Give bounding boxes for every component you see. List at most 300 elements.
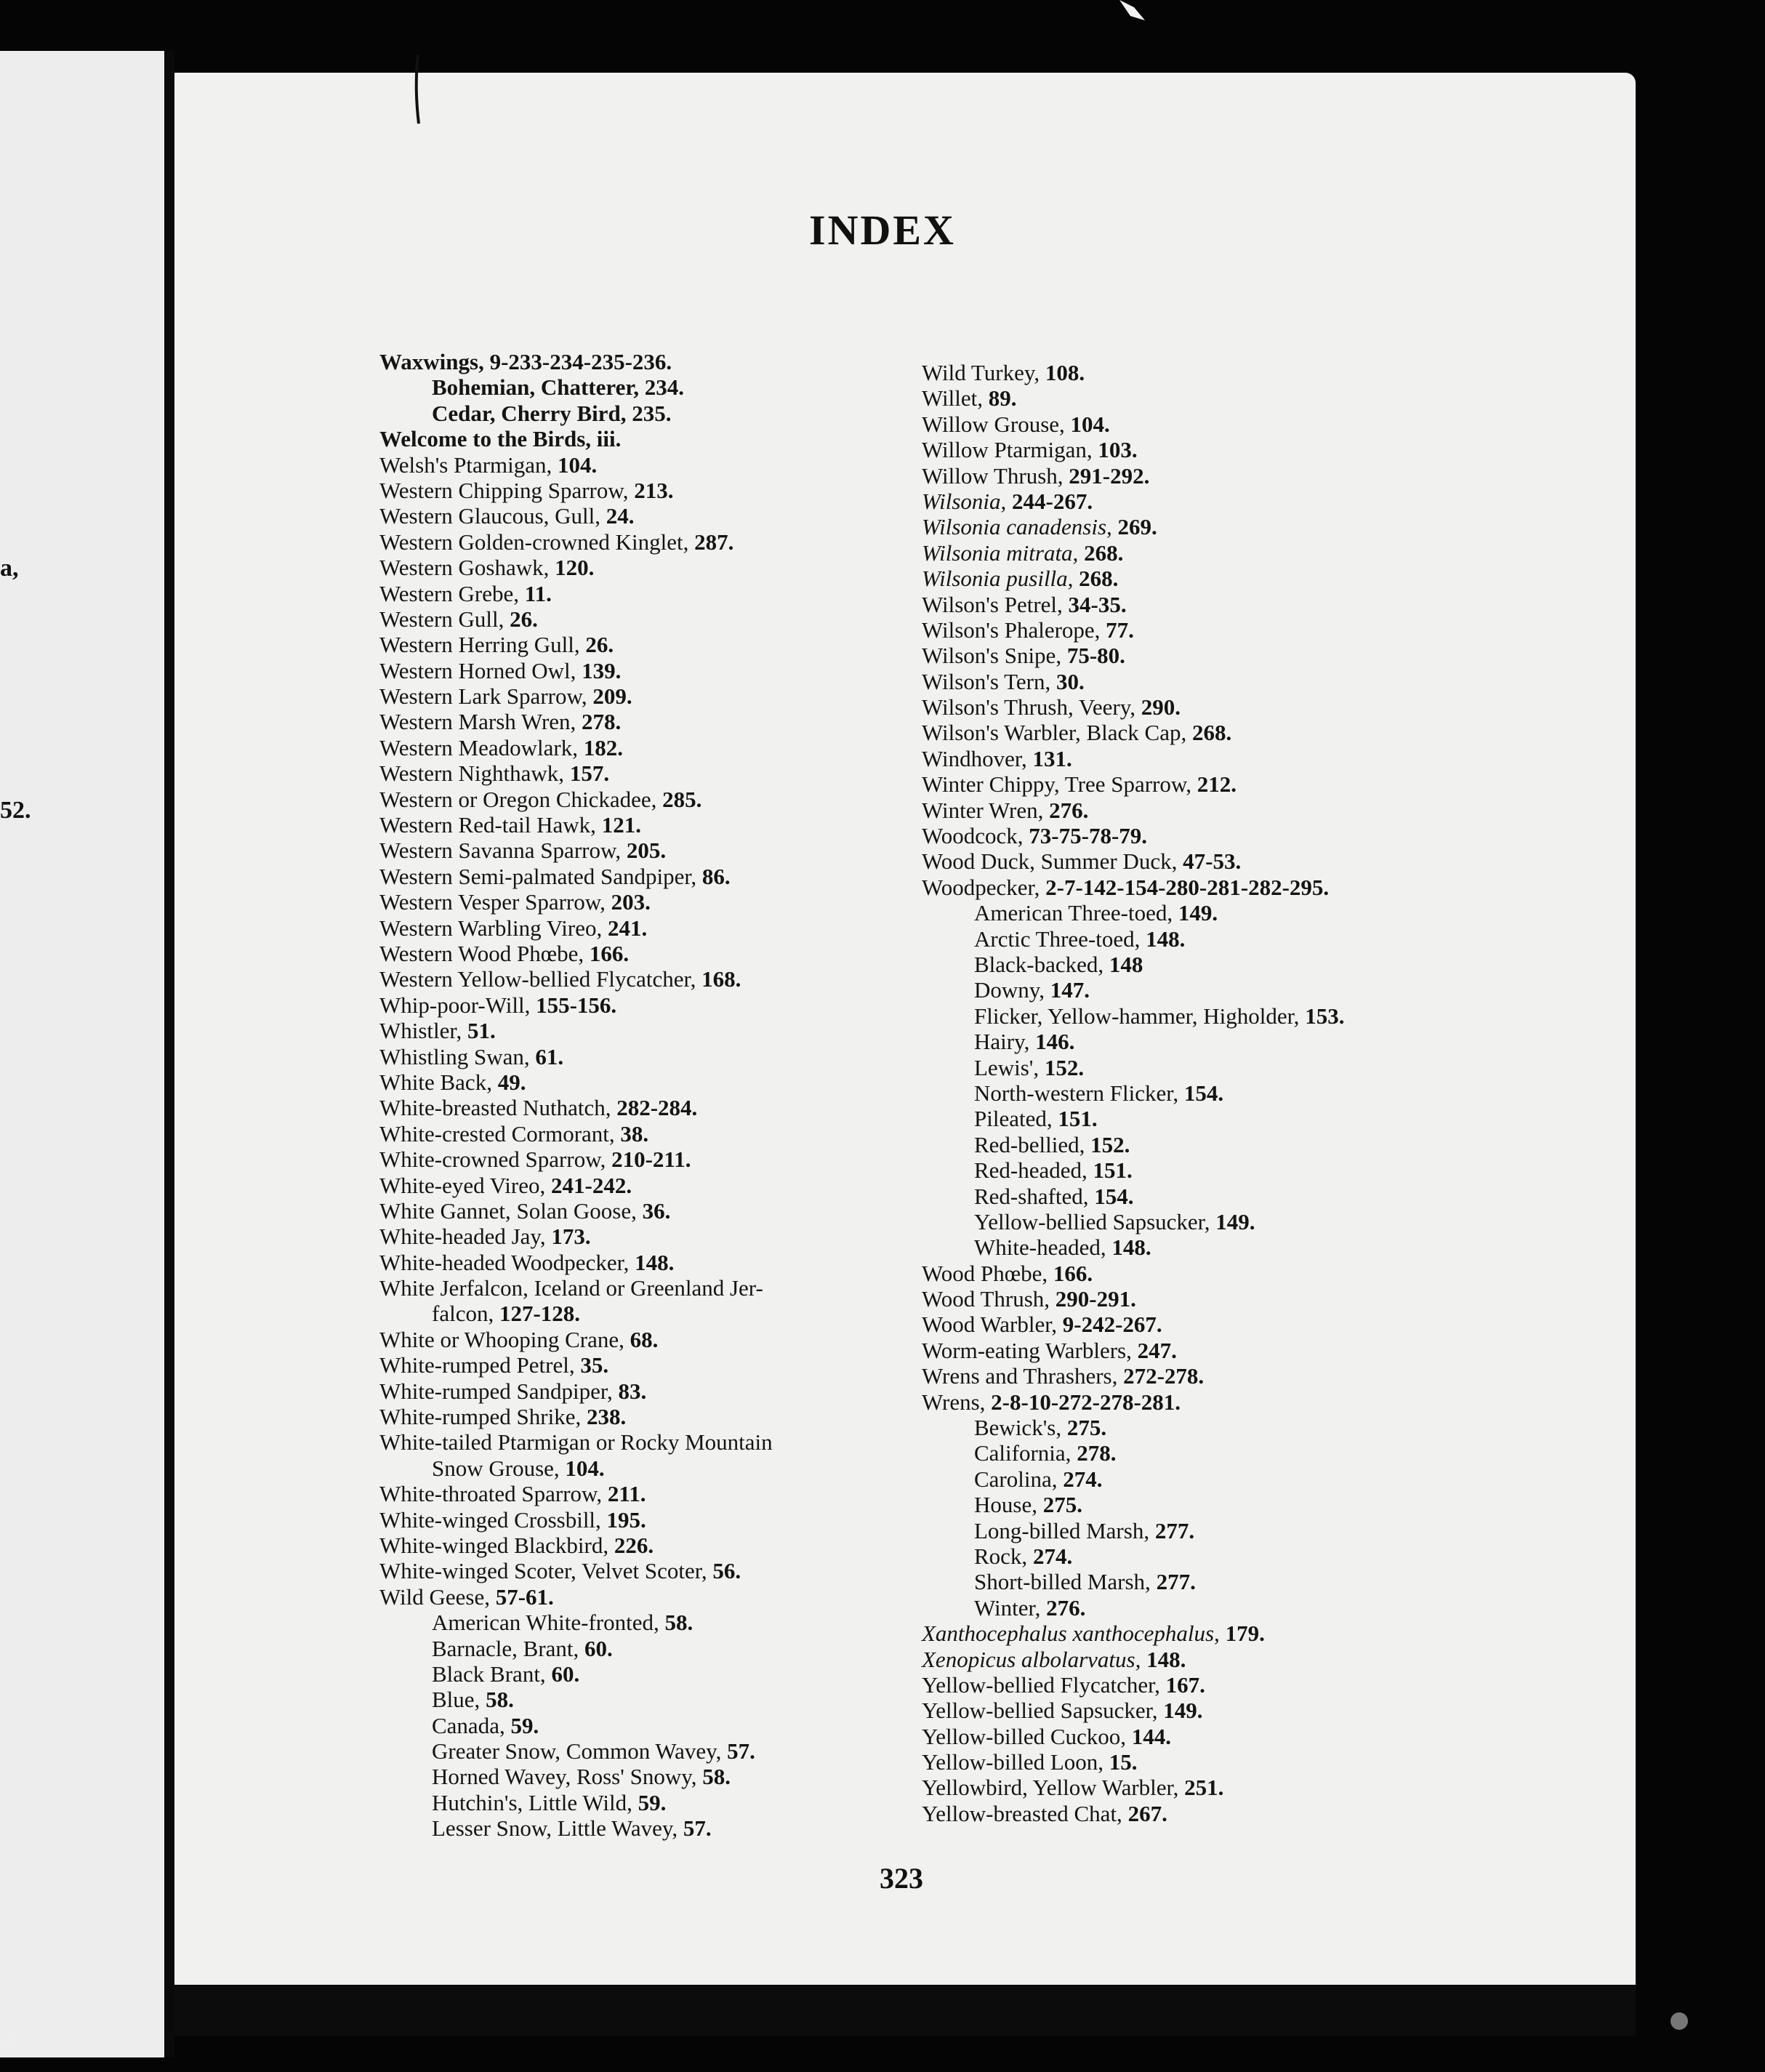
index-entry-pages: 60. bbox=[584, 1635, 613, 1661]
index-entry-pages: 195. bbox=[606, 1506, 646, 1533]
index-entry-pages: 26. bbox=[510, 606, 538, 632]
index-entry bbox=[379, 452, 903, 478]
index-entry bbox=[379, 1147, 903, 1172]
index-entry-pages: 235. bbox=[632, 400, 672, 426]
index-entry bbox=[922, 875, 1474, 900]
index-entry-name: Hairy, bbox=[974, 1029, 1036, 1055]
index-entry bbox=[922, 926, 1474, 952]
index-entry bbox=[922, 1363, 1474, 1389]
index-entry-pages: 282-284. bbox=[616, 1095, 698, 1121]
index-entry-name: White-rumped Shrike, bbox=[379, 1404, 587, 1430]
index-entry-pages: 60. bbox=[551, 1661, 580, 1687]
index-entry-pages: 24. bbox=[606, 503, 635, 529]
index-entry bbox=[379, 1533, 903, 1558]
index-entry-name: Rock, bbox=[974, 1543, 1033, 1569]
index-entry-pages: 155-156. bbox=[536, 992, 617, 1018]
index-entry-pages: 275. bbox=[1066, 1415, 1107, 1441]
index-entry-name: Wrens and Thrashers, bbox=[922, 1363, 1124, 1389]
index-entry bbox=[379, 658, 903, 683]
index-entry-name: Wilsonia pusilla, bbox=[922, 566, 1079, 592]
index-entry-pages: 26. bbox=[585, 632, 614, 658]
index-entry-pages: 120. bbox=[555, 555, 595, 581]
index-entry-name: Western Goshawk, bbox=[379, 555, 555, 581]
index-entry-name: Blue, bbox=[432, 1687, 486, 1713]
index-entry bbox=[379, 1327, 903, 1352]
index-entry-name: Western Chipping Sparrow, bbox=[379, 477, 635, 503]
index-entry-name: Western Grebe, bbox=[379, 580, 525, 606]
index-entry bbox=[922, 1569, 1474, 1594]
index-entry-name: Woodpecker, bbox=[922, 874, 1046, 900]
index-entry bbox=[922, 437, 1474, 462]
index-entry-name: Red-shafted, bbox=[974, 1183, 1095, 1209]
index-entry bbox=[922, 1492, 1474, 1517]
index-entry-name: Black Brant, bbox=[432, 1661, 552, 1687]
index-entry bbox=[922, 1415, 1474, 1440]
index-entry-name: Flicker, Yellow-hammer, Higholder, bbox=[974, 1003, 1306, 1029]
index-entry-pages: 148. bbox=[635, 1249, 675, 1275]
index-entry-pages: 251. bbox=[1184, 1775, 1224, 1801]
index-column-left bbox=[379, 349, 903, 1842]
index-entry-pages: 68. bbox=[630, 1326, 659, 1352]
index-entry-name: California, bbox=[974, 1440, 1077, 1466]
index-entry-name: Western Yellow-bellied Flycatcher, bbox=[379, 966, 702, 992]
index-entry-pages: 278. bbox=[582, 709, 622, 735]
index-entry bbox=[922, 1106, 1474, 1131]
index-entry-pages: 244-267. bbox=[1012, 488, 1093, 514]
index-entry-name: Western Lark Sparrow, bbox=[379, 683, 593, 710]
index-entry bbox=[379, 838, 903, 863]
index-entry-name: Yellow-billed Cuckoo, bbox=[922, 1723, 1132, 1749]
index-entry bbox=[379, 374, 903, 400]
index-entry bbox=[922, 540, 1474, 566]
index-entry-name: Bewick's, bbox=[974, 1415, 1067, 1441]
index-entry bbox=[922, 489, 1474, 514]
index-entry bbox=[379, 1198, 903, 1224]
index-entry bbox=[922, 1595, 1474, 1621]
index-entry-pages: 268. bbox=[1084, 539, 1124, 566]
index-entry-name: Wood Duck, Summer Duck, bbox=[922, 848, 1183, 875]
index-entry-pages: 131. bbox=[1032, 745, 1072, 771]
index-entry-name: Wood Warbler, bbox=[922, 1312, 1063, 1338]
index-entry bbox=[379, 1687, 903, 1712]
index-entry-pages: 51. bbox=[467, 1018, 496, 1044]
index-entry-name: Western or Oregon Chickadee, bbox=[379, 786, 663, 812]
book-spine bbox=[164, 51, 174, 2057]
index-entry bbox=[922, 1698, 1474, 1723]
index-entry-pages: 57. bbox=[727, 1738, 755, 1764]
index-entry-pages: 287. bbox=[694, 529, 734, 555]
index-entry bbox=[379, 812, 903, 838]
index-entry-pages: 247. bbox=[1137, 1337, 1177, 1363]
index-entry-name: Wilson's Petrel, bbox=[922, 591, 1069, 617]
index-entry-pages: 268. bbox=[1191, 720, 1232, 746]
index-entry-name: Red-headed, bbox=[974, 1157, 1093, 1184]
index-entry bbox=[379, 889, 903, 915]
index-entry bbox=[922, 952, 1474, 977]
index-entry-name: Wilson's Phalerope, bbox=[922, 617, 1106, 643]
index-entry-pages: 86. bbox=[701, 863, 731, 889]
index-entry bbox=[922, 1286, 1474, 1312]
index-entry-pages: 291-292. bbox=[1069, 462, 1150, 489]
index-entry-pages: 56. bbox=[712, 1558, 741, 1584]
index-entry-pages: 274. bbox=[1063, 1466, 1103, 1492]
index-entry-pages: 269. bbox=[1117, 514, 1157, 540]
index-entry-pages: 89. bbox=[988, 385, 1017, 411]
index-entry-name: White-headed Jay, bbox=[379, 1224, 552, 1250]
index-entry-pages: 103. bbox=[1098, 437, 1138, 463]
index-entry-pages: 15. bbox=[1109, 1749, 1138, 1775]
index-entry bbox=[922, 1234, 1474, 1260]
index-entry bbox=[922, 385, 1474, 411]
index-entry-pages: 34-35. bbox=[1068, 591, 1127, 617]
index-entry bbox=[922, 798, 1474, 823]
index-entry-pages: 57. bbox=[683, 1815, 712, 1842]
index-entry-name: Yellow-bellied Flycatcher, bbox=[922, 1671, 1166, 1698]
index-entry-name: White-tailed Ptarmigan or Rocky Mountain bbox=[379, 1429, 773, 1455]
index-entry bbox=[922, 1338, 1474, 1363]
index-entry-name: Short-billed Marsh, bbox=[974, 1569, 1157, 1595]
index-entry-name: Western Warbling Vireo, bbox=[379, 915, 608, 941]
index-entry-name: Worm-eating Warblers, bbox=[922, 1337, 1138, 1363]
index-entry-name: Cedar, Cherry Bird, bbox=[432, 400, 632, 426]
index-entry bbox=[922, 1261, 1474, 1286]
index-entry bbox=[922, 1209, 1474, 1234]
index-entry-pages: 11. bbox=[524, 580, 552, 606]
index-entry-pages: 212. bbox=[1197, 771, 1237, 798]
index-entry-pages: 58. bbox=[486, 1687, 514, 1713]
index-entry-name: White-eyed Vireo, bbox=[379, 1172, 551, 1198]
index-entry-name: Yellow-billed Loon, bbox=[922, 1749, 1109, 1775]
index-entry bbox=[922, 1157, 1474, 1183]
index-entry-name: Winter, bbox=[974, 1594, 1047, 1621]
index-entry bbox=[379, 349, 903, 374]
index-entry-name: Wilson's Tern, bbox=[922, 668, 1057, 694]
index-entry bbox=[379, 1173, 903, 1198]
index-entry-name: Wilsonia canadensis, bbox=[922, 514, 1118, 540]
index-entry-name: Whistler, bbox=[379, 1018, 468, 1044]
index-entry bbox=[379, 555, 903, 580]
page-bottom-shadow bbox=[174, 1985, 1636, 2036]
index-entry-pages: 83. bbox=[618, 1378, 647, 1404]
index-entry-pages: 166. bbox=[589, 940, 630, 966]
index-entry-name: Snow Grouse, bbox=[432, 1455, 566, 1481]
index-entry bbox=[379, 1429, 903, 1455]
index-entry-pages: 272-278. bbox=[1123, 1363, 1205, 1389]
index-entry bbox=[922, 1672, 1474, 1698]
index-entry-name: White-crested Cormorant, bbox=[379, 1120, 621, 1147]
index-entry bbox=[379, 1610, 903, 1635]
index-entry-name: Canada, bbox=[432, 1712, 511, 1738]
index-entry bbox=[379, 992, 903, 1018]
index-entry-name: Western Wood Phœbe, bbox=[379, 940, 590, 966]
index-entry-pages: 149. bbox=[1178, 900, 1218, 926]
index-entry bbox=[379, 1044, 903, 1069]
index-entry-name: Wilsonia, bbox=[922, 488, 1013, 514]
index-entry-pages: 144. bbox=[1131, 1723, 1172, 1749]
index-entry bbox=[379, 966, 903, 992]
index-entry-name: Wilson's Thrush, Veery, bbox=[922, 694, 1141, 720]
index-entry-pages: 121. bbox=[601, 812, 641, 838]
index-entry bbox=[922, 1775, 1474, 1800]
index-entry-pages: 234. bbox=[644, 374, 685, 401]
index-entry-pages: 285. bbox=[662, 786, 702, 812]
index-entry-pages: 57-61. bbox=[495, 1583, 554, 1610]
index-entry-name: North-western Flicker, bbox=[974, 1080, 1184, 1106]
index-entry-pages: 277. bbox=[1154, 1517, 1195, 1543]
index-entry bbox=[922, 1132, 1474, 1157]
index-entry-pages: 149. bbox=[1163, 1698, 1203, 1724]
index-entry-name: Western Meadowlark, bbox=[379, 734, 584, 760]
index-entry-pages: 278. bbox=[1077, 1440, 1117, 1466]
index-entry-name: White Gannet, Solan Goose, bbox=[379, 1197, 643, 1224]
index-entry-pages: 2-8-10-272-278-281. bbox=[991, 1389, 1181, 1415]
index-entry bbox=[379, 1095, 903, 1120]
index-entry-name: Xenopicus albolarvatus, bbox=[922, 1646, 1147, 1672]
index-entry bbox=[379, 1455, 903, 1481]
index-entry bbox=[379, 915, 903, 941]
index-entry-pages: 75-80. bbox=[1066, 643, 1125, 669]
index-entry-name: Wild Geese, bbox=[379, 1583, 496, 1610]
index-entry-pages: 148 bbox=[1109, 951, 1143, 977]
index-entry bbox=[379, 401, 903, 426]
index-entry-name: Yellow-bellied Sapsucker, bbox=[922, 1698, 1164, 1724]
index-entry bbox=[379, 1275, 903, 1301]
index-entry bbox=[379, 1250, 903, 1275]
index-entry-name: Wilson's Warbler, Black Cap, bbox=[922, 720, 1192, 746]
index-entry-name: Western Horned Owl, bbox=[379, 657, 582, 683]
index-entry-name: Western Vesper Sparrow, bbox=[379, 889, 611, 915]
index-entry-name: Hutchin's, Little Wild, bbox=[432, 1789, 638, 1815]
index-entry-name: Whip-poor-Will, bbox=[379, 992, 536, 1018]
index-entry-name: White-crowned Sparrow, bbox=[379, 1147, 612, 1173]
index-entry-pages: 108. bbox=[1045, 360, 1085, 385]
index-entry-name: Yellow-breasted Chat, bbox=[922, 1800, 1128, 1826]
index-entry-name: Western Gull, bbox=[379, 606, 510, 632]
index-entry-pages: 241. bbox=[607, 915, 648, 941]
index-entry bbox=[922, 1080, 1474, 1106]
index-entry bbox=[379, 1378, 903, 1404]
index-entry-pages: 148. bbox=[1146, 1646, 1186, 1672]
index-entry-name: Wilsonia mitrata, bbox=[922, 539, 1085, 566]
index-entry-pages: 274. bbox=[1032, 1543, 1073, 1569]
index-entry bbox=[922, 1029, 1474, 1054]
index-entry-name: Wood Thrush, bbox=[922, 1286, 1056, 1312]
index-entry bbox=[379, 426, 903, 451]
index-entry-pages: 210-211. bbox=[611, 1147, 691, 1173]
index-entry-pages: 59. bbox=[638, 1789, 667, 1815]
index-entry bbox=[379, 1069, 903, 1095]
index-entry bbox=[922, 669, 1474, 694]
index-entry bbox=[379, 1584, 903, 1610]
index-entry bbox=[922, 848, 1474, 874]
index-entry-name: White-rumped Sandpiper, bbox=[379, 1378, 619, 1404]
index-entry-name: Downy, bbox=[974, 977, 1050, 1003]
index-entry-name: House, bbox=[974, 1492, 1043, 1518]
index-entry-name: Whistling Swan, bbox=[379, 1043, 536, 1069]
index-entry bbox=[379, 1815, 903, 1841]
index-entry bbox=[379, 529, 903, 555]
index-entry-name: Lesser Snow, Little Wavey, bbox=[432, 1815, 683, 1842]
index-entry bbox=[379, 709, 903, 734]
index-entry-name: White-rumped Petrel, bbox=[379, 1352, 581, 1378]
index-entry bbox=[922, 1621, 1474, 1646]
index-entry-name: Horned Wavey, Ross' Snowy, bbox=[432, 1764, 703, 1790]
index-entry bbox=[379, 632, 903, 657]
index-entry bbox=[379, 735, 903, 760]
index-entry-pages: 211. bbox=[607, 1481, 646, 1507]
index-entry-pages: 205. bbox=[626, 838, 667, 864]
index-entry-pages: 182. bbox=[583, 734, 623, 760]
index-entry-pages: 277. bbox=[1156, 1569, 1196, 1595]
index-entry-pages: 275. bbox=[1042, 1492, 1082, 1518]
index-entry-name: Western Savanna Sparrow, bbox=[379, 838, 627, 864]
index-entry-name: Willow Grouse, bbox=[922, 411, 1071, 437]
index-entry-pages: 213. bbox=[634, 477, 674, 503]
index-entry bbox=[379, 1507, 903, 1533]
index-entry bbox=[922, 1647, 1474, 1672]
index-entry bbox=[379, 1636, 903, 1661]
index-entry-name: Barnacle, Brant, bbox=[432, 1635, 585, 1661]
index-entry bbox=[922, 1003, 1474, 1029]
index-entry-name: Wood Phœbe, bbox=[922, 1260, 1053, 1286]
index-entry bbox=[922, 566, 1474, 591]
index-entry-name: Welcome to the Birds, bbox=[379, 426, 597, 452]
index-entry-pages: 9-233-234-235-236. bbox=[489, 349, 672, 374]
index-entry-name: Waxwings, bbox=[379, 349, 490, 374]
index-entry-pages: 38. bbox=[620, 1120, 649, 1147]
index-entry bbox=[379, 1558, 903, 1583]
index-entry-name: Lewis', bbox=[974, 1054, 1045, 1080]
index-entry-name: Wrens, bbox=[922, 1389, 992, 1415]
index-entry bbox=[922, 411, 1474, 437]
facing-page-edge bbox=[0, 51, 164, 2057]
index-entry-pages: 30. bbox=[1056, 668, 1085, 694]
index-entry bbox=[922, 1801, 1474, 1826]
index-entry-name: White-headed, bbox=[974, 1234, 1112, 1261]
index-entry bbox=[379, 1661, 903, 1687]
index-entry bbox=[922, 1543, 1474, 1569]
index-entry-name: White-headed Woodpecker, bbox=[379, 1249, 635, 1275]
index-entry bbox=[379, 1738, 903, 1764]
index-entry-pages: 268. bbox=[1079, 566, 1119, 592]
index-entry bbox=[922, 514, 1474, 539]
index-entry bbox=[379, 1764, 903, 1789]
index-entry bbox=[922, 720, 1474, 745]
index-entry-pages: 179. bbox=[1225, 1621, 1265, 1647]
page-title: INDEX bbox=[809, 206, 956, 254]
index-entry bbox=[379, 581, 903, 606]
index-entry-name: Western Herring Gull, bbox=[379, 632, 586, 658]
index-entry bbox=[922, 823, 1474, 848]
index-entry-pages: 36. bbox=[642, 1197, 671, 1224]
index-entry bbox=[922, 592, 1474, 617]
index-entry-name: White-throated Sparrow, bbox=[379, 1481, 608, 1507]
index-entry-pages: 154. bbox=[1183, 1080, 1224, 1106]
index-entry-pages: 290-291. bbox=[1055, 1286, 1136, 1312]
index-entry-name: Winter Wren, bbox=[922, 797, 1050, 823]
index-entry bbox=[379, 1713, 903, 1738]
index-entry-pages: 58. bbox=[702, 1764, 731, 1790]
index-entry bbox=[922, 900, 1474, 925]
index-entry bbox=[379, 864, 903, 889]
index-entry bbox=[922, 1466, 1474, 1492]
index-entry-pages: 276. bbox=[1046, 1594, 1086, 1621]
index-entry bbox=[379, 1121, 903, 1147]
index-entry bbox=[922, 977, 1474, 1003]
index-entry-name: falcon, bbox=[432, 1301, 499, 1327]
index-entry-name: Xanthocephalus xanthocephalus, bbox=[922, 1621, 1226, 1647]
index-entry-name: White or Whooping Crane, bbox=[379, 1326, 630, 1352]
index-entry-name: American White-fronted, bbox=[432, 1610, 665, 1636]
index-entry-name: White-winged Scoter, Velvet Scoter, bbox=[379, 1558, 713, 1584]
index-entry bbox=[922, 1749, 1474, 1775]
index-entry bbox=[922, 1440, 1474, 1466]
index-entry-name: Willet, bbox=[922, 385, 989, 411]
index-entry-pages: 147. bbox=[1050, 977, 1090, 1003]
index-entry bbox=[379, 941, 903, 966]
index-entry-pages: 151. bbox=[1093, 1157, 1133, 1184]
index-entry bbox=[379, 787, 903, 812]
index-entry bbox=[922, 1055, 1474, 1080]
index-entry-pages: 209. bbox=[592, 683, 632, 710]
index-entry-name: White-winged Blackbird, bbox=[379, 1532, 614, 1558]
index-entry-pages: 47-53. bbox=[1183, 848, 1242, 875]
index-entry-name: Western Glaucous, Gull, bbox=[379, 503, 606, 529]
index-entry bbox=[379, 1352, 903, 1378]
index-entry-name: White-breasted Nuthatch, bbox=[379, 1095, 617, 1121]
index-entry-name: Yellow-bellied Sapsucker, bbox=[974, 1208, 1216, 1234]
index-entry bbox=[379, 1481, 903, 1506]
index-entry-name: Windhover, bbox=[922, 745, 1033, 771]
index-entry-name: Arctic Three-toed, bbox=[974, 925, 1146, 952]
index-entry bbox=[922, 617, 1474, 643]
index-entry-pages: 152. bbox=[1044, 1054, 1085, 1080]
index-entry-pages: 146. bbox=[1035, 1029, 1075, 1055]
index-entry-pages: 241-242. bbox=[551, 1172, 632, 1198]
index-entry bbox=[379, 760, 903, 786]
index-entry-pages: 35. bbox=[580, 1352, 609, 1378]
index-entry-pages: 104. bbox=[558, 451, 598, 478]
index-entry-pages: 267. bbox=[1127, 1800, 1167, 1826]
index-entry bbox=[922, 771, 1474, 797]
index-entry-name: Willow Thrush, bbox=[922, 462, 1069, 489]
index-entry-pages: 152. bbox=[1090, 1131, 1130, 1157]
index-entry-pages: 168. bbox=[701, 966, 741, 992]
index-entry-pages: 59. bbox=[510, 1712, 539, 1738]
index-entry-pages: 290. bbox=[1141, 694, 1181, 720]
index-entry bbox=[379, 1224, 903, 1249]
index-entry-name: Black-backed, bbox=[974, 951, 1109, 977]
index-entry-name: Woodcock, bbox=[922, 823, 1029, 849]
index-entry bbox=[922, 1518, 1474, 1543]
index-entry bbox=[922, 463, 1474, 489]
index-entry bbox=[379, 1018, 903, 1043]
index-entry-name: Welsh's Ptarmigan, bbox=[379, 451, 558, 478]
index-entry-pages: 173. bbox=[551, 1224, 591, 1250]
index-entry bbox=[922, 1724, 1474, 1749]
index-entry bbox=[379, 683, 903, 709]
index-entry-pages: 226. bbox=[614, 1532, 654, 1558]
index-entry-name: Carolina, bbox=[974, 1466, 1064, 1492]
index-entry-pages: 148. bbox=[1111, 1234, 1151, 1261]
index-entry bbox=[922, 1389, 1474, 1415]
index-entry-pages: 154. bbox=[1094, 1183, 1134, 1209]
index-entry-pages: 139. bbox=[582, 657, 622, 683]
index-entry-name: Greater Snow, Common Wavey, bbox=[432, 1738, 728, 1764]
index-entry-pages: 151. bbox=[1058, 1106, 1098, 1132]
index-entry-pages: 58. bbox=[664, 1610, 693, 1636]
index-entry-name: Pileated, bbox=[974, 1106, 1058, 1132]
